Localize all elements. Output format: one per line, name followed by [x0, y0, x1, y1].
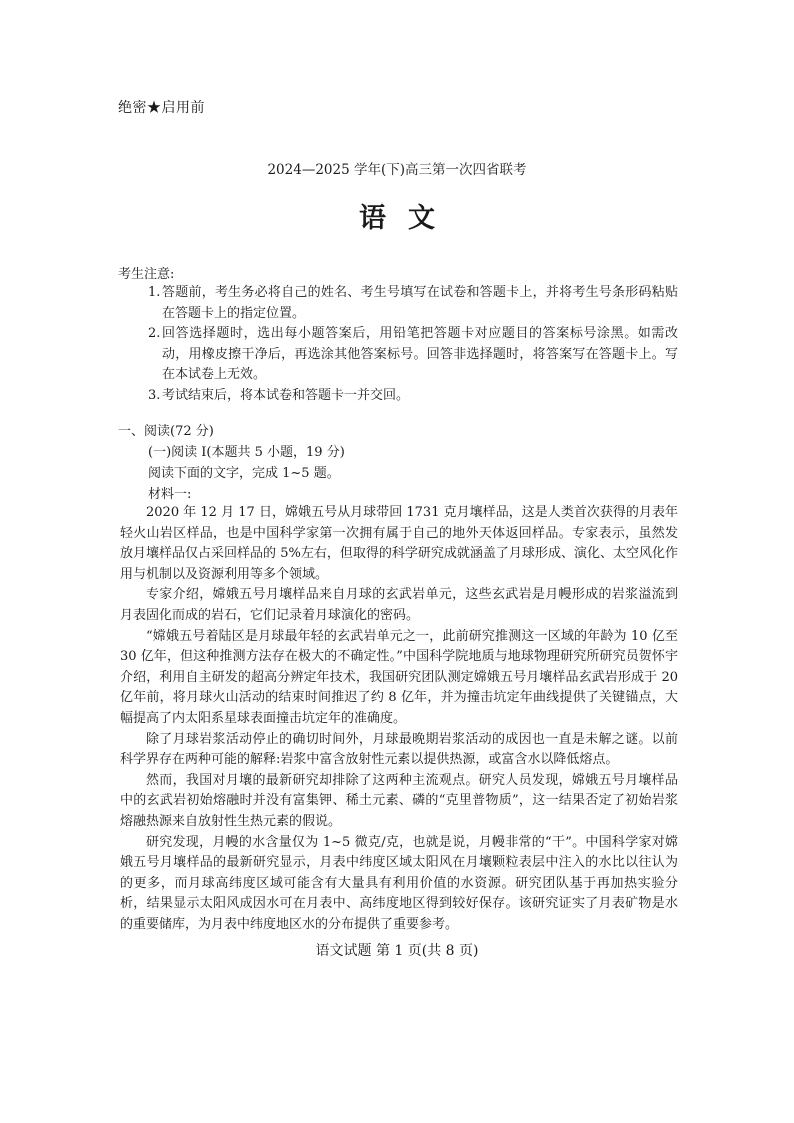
notice-heading: 考生注意: [118, 267, 175, 282]
passage-paragraph: “嫦娥五号着陆区是月球最年轻的玄武岩单元之一，此前研究推测这一区域的年龄为 10 亿至 30 亿年，但这种推测方法存在极大的不确定性。”中国科学院地质与地球物理研究所研究员贺怀宇介绍，利用自主研发的超高分辨定年技术，我国研究团队测定嫦娥五号月壤样品玄武岩形成于 20 亿年前，将月球火山活动的结束时间推迟了约 8 亿年，并为撞击坑定年曲线提供了关键锚点，大幅提高了内太阳系星球表面撞击坑定年的准确度。 [120, 628, 678, 726]
notice-item [148, 283, 678, 324]
passage-paragraph: 除了月球岩浆活动停止的确切时间外，月球最晚期岩浆活动的成因也一直是未解之谜。以前科学界存在两种可能的解释:岩浆中富含放射性元素以提供热源，或富含水以降低熔点。 [120, 731, 678, 768]
notice-item-number: 3. [148, 387, 161, 403]
subject-title: 语文 [359, 203, 457, 234]
notice-item [148, 386, 678, 407]
notice-item-text: 考试结束后，将本试卷和答题卡一并交回。 [162, 387, 410, 403]
notice-item-number: 1. [148, 285, 161, 300]
passage-paragraph: 专家介绍，嫦娥五号月壤样品来自月球的玄武岩单元，这些玄武岩是月幔形成的岩浆溢流到月表固化而成的岩石，它们记录着月球演化的密码。 [120, 587, 678, 623]
notice-item-text: 回答选择题时，选出每小题答案后，用铅笔把答题卡对应题目的答案标号涂黑。如需改动，用橡皮擦干净后，再选涂其他答案标号。回答非选择题时，将答案写在答题卡上。写在本试卷上无效。 [162, 326, 678, 382]
notice-item [148, 324, 678, 386]
reading-instruction: 阅读下面的文字，完成 1~5 题。 [148, 466, 340, 481]
passage-paragraph: 研究发现，月幔的水含量仅为 1~5 微克/克，也就是说，月幔非常的“干”。中国科学家对嫦娥五号月壤样品的最新研究显示，月表中纬度区域太阳风在月壤颗粒表层中注入的水比以往认为的更多，而月球高纬度区域可能含有大量具有利用价值的水资源。研究团队基于再加热实验分析，结果显示太阳风成因水可在月表中、高纬度地区得到较好保存。该研究证实了月表矿物是水的重要储库，为月表中纬度地区水的分布提供了重要参考。 [120, 834, 678, 932]
exam-title: 2024—2025 学年(下)高三第一次四省联考 [267, 162, 527, 178]
material-label: 材料一: [148, 487, 192, 502]
reading-passage [120, 503, 678, 935]
confidential-label: 绝密★启用前 [118, 100, 205, 116]
notice-item-number: 2. [148, 326, 161, 341]
section-heading: 一、阅读(72 分) [118, 424, 214, 439]
subsection-heading: (一)阅读 I(本题共 5 小题，19 分) [148, 445, 345, 460]
notice-item-text: 答题前，考生务必将自己的姓名、考生号填写在试卷和答题卡上，并将考生号条形码粘贴在答题卡上的指定位置。 [162, 285, 678, 321]
page-footer: 语文试题 第 1 页(共 8 页) [315, 943, 479, 959]
passage-paragraph: 然而，我国对月壤的最新研究却排除了这两种主流观点。研究人员发现，嫦娥五号月壤样品中的玄武岩初始熔融时并没有富集钾、稀土元素、磷的“克里普物质”，这一结果否定了初始岩浆熔融热源来自放射性生热元素的假说。 [120, 772, 678, 829]
notice-list [148, 283, 678, 406]
passage-paragraph: 2020 年 12 月 17 日，嫦娥五号从月球带回 1731 克月壤样品，这是人类首次获得的月表年轻火山岩区样品，也是中国科学家第一次拥有属于自己的地外天体返回样品。专家表示，虽然发放月壤样品仅占采回样品的 5%左右，但取得的科学研究成就涵盖了月球形成、演化、太空风化作用与机制以及资源利用等多个领域。 [120, 505, 678, 582]
